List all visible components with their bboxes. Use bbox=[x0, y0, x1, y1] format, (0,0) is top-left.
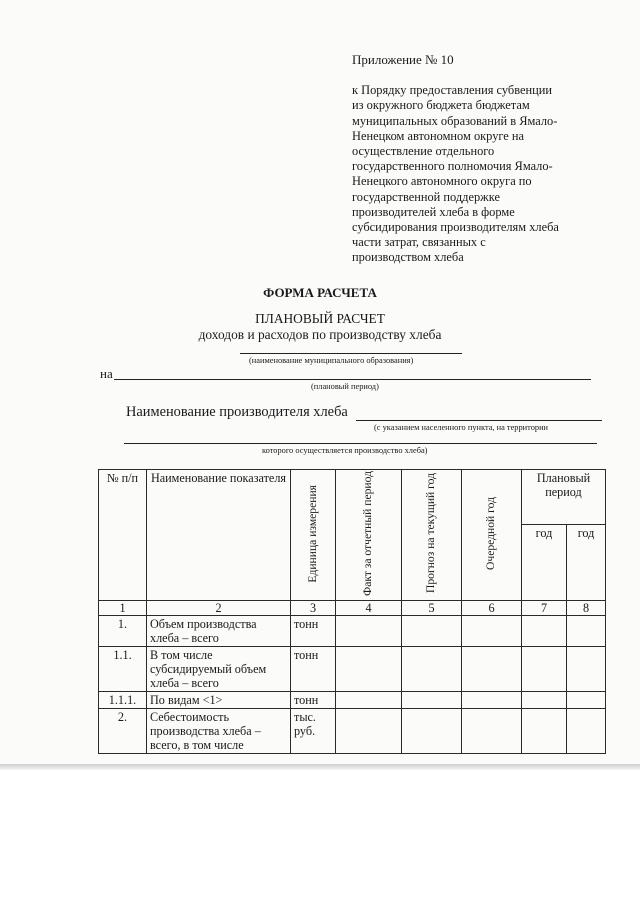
row-unit: тыс. руб. bbox=[291, 708, 336, 753]
col-number: 3 bbox=[291, 600, 336, 615]
value-cell bbox=[462, 615, 522, 646]
appendix-line: муниципальных образований в Ямало- bbox=[352, 113, 558, 128]
value-cell bbox=[522, 615, 567, 646]
form-subtitle: ПЛАНОВЫЙ РАСЧЕТ bbox=[255, 311, 385, 326]
value-cell bbox=[567, 691, 606, 708]
row-unit: тонн bbox=[291, 646, 336, 691]
period-underline bbox=[114, 379, 591, 380]
value-cell bbox=[336, 615, 402, 646]
form-subtitle-detail: доходов и расходов по производству хлеба bbox=[198, 327, 442, 342]
value-cell bbox=[402, 708, 462, 753]
appendix-line: Ненецкого автономного округа по bbox=[352, 174, 532, 189]
period-on-label: на bbox=[100, 366, 113, 381]
header-fact bbox=[336, 470, 402, 601]
value-cell bbox=[522, 646, 567, 691]
value-cell bbox=[522, 708, 567, 753]
appendix-line: к Порядку предоставления субвенции bbox=[352, 83, 553, 98]
table-row bbox=[99, 615, 606, 646]
value-cell bbox=[336, 646, 402, 691]
appendix-line: государственной поддержке bbox=[352, 189, 500, 204]
producer-caption-2: которого осуществляется производство хлеба) bbox=[262, 446, 428, 455]
col-number: 1 bbox=[99, 600, 147, 615]
value-cell bbox=[402, 646, 462, 691]
table-row bbox=[99, 708, 606, 753]
header-no: № п/п bbox=[99, 470, 147, 601]
header-year-1: год bbox=[522, 525, 567, 601]
municipality-underline bbox=[240, 353, 462, 354]
appendix-line: осуществление отдельного bbox=[352, 144, 495, 159]
appendix-line: из окружного бюджета бюджетам bbox=[352, 98, 530, 113]
appendix-number: Приложение № 10 bbox=[352, 52, 454, 67]
header-forecast-text: Прогноз на текущий год bbox=[424, 473, 438, 594]
header-unit bbox=[291, 470, 336, 601]
value-cell bbox=[402, 691, 462, 708]
appendix-line: производителей хлеба в форме bbox=[352, 204, 515, 219]
row-number: 1.1.1. bbox=[99, 691, 147, 708]
header-fact-text: Факт за отчетный период bbox=[361, 471, 375, 596]
row-unit: тонн bbox=[291, 691, 336, 708]
col-number: 7 bbox=[522, 600, 567, 615]
value-cell bbox=[567, 708, 606, 753]
value-cell bbox=[567, 615, 606, 646]
row-unit: тонн bbox=[291, 615, 336, 646]
row-indicator: Себестоимость производства хлеба – всего, в том числе bbox=[147, 708, 291, 753]
producer-label: Наименование производителя хлеба bbox=[126, 404, 348, 420]
value-cell bbox=[462, 708, 522, 753]
col-number: 2 bbox=[147, 600, 291, 615]
col-number: 6 bbox=[462, 600, 522, 615]
header-forecast bbox=[402, 470, 462, 601]
calculation-table bbox=[98, 469, 606, 754]
value-cell bbox=[336, 691, 402, 708]
producer-caption-1: (с указанием населенного пункта, на территории bbox=[374, 423, 549, 432]
appendix-line: государственного полномочия Ямало- bbox=[352, 159, 553, 174]
appendix-line: субсидирования производителям хлеба bbox=[352, 220, 559, 235]
header-row bbox=[99, 470, 606, 525]
producer-underline-2 bbox=[124, 443, 597, 444]
table-row bbox=[99, 691, 606, 708]
row-number: 1.1. bbox=[99, 646, 147, 691]
appendix-line: части затрат, связанных с bbox=[352, 235, 486, 250]
header-next-year bbox=[462, 470, 522, 601]
municipality-caption: (наименование муниципального образования) bbox=[249, 356, 414, 365]
row-indicator: Объем производства хлеба – всего bbox=[147, 615, 291, 646]
row-indicator: По видам <1> bbox=[147, 691, 291, 708]
row-number: 1. bbox=[99, 615, 147, 646]
header-name: Наименование показателя bbox=[147, 470, 291, 601]
appendix-line: Ненецком автономном округе на bbox=[352, 128, 525, 143]
table-row bbox=[99, 646, 606, 691]
col-number: 5 bbox=[402, 600, 462, 615]
value-cell bbox=[462, 691, 522, 708]
row-number: 2. bbox=[99, 708, 147, 753]
header-year-2: год bbox=[567, 525, 606, 601]
col-number: 4 bbox=[336, 600, 402, 615]
producer-underline bbox=[356, 420, 602, 421]
value-cell bbox=[462, 646, 522, 691]
page-edge bbox=[0, 764, 640, 770]
value-cell bbox=[567, 646, 606, 691]
appendix-line: производством хлеба bbox=[352, 250, 464, 265]
row-indicator: В том числе субсидируемый объем хлеба – всего bbox=[147, 646, 291, 691]
period-caption: (плановый период) bbox=[311, 382, 379, 391]
form-title: ФОРМА РАСЧЕТА bbox=[263, 285, 377, 300]
appendix-block bbox=[352, 52, 604, 266]
header-plan-period: Плановый период bbox=[522, 470, 606, 525]
col-number: 8 bbox=[567, 600, 606, 615]
value-cell bbox=[522, 691, 567, 708]
header-unit-text: Единица измерения bbox=[305, 484, 319, 583]
value-cell bbox=[336, 708, 402, 753]
value-cell bbox=[402, 615, 462, 646]
header-next-year-text: Очередной год bbox=[484, 496, 498, 570]
column-number-row bbox=[99, 600, 606, 615]
